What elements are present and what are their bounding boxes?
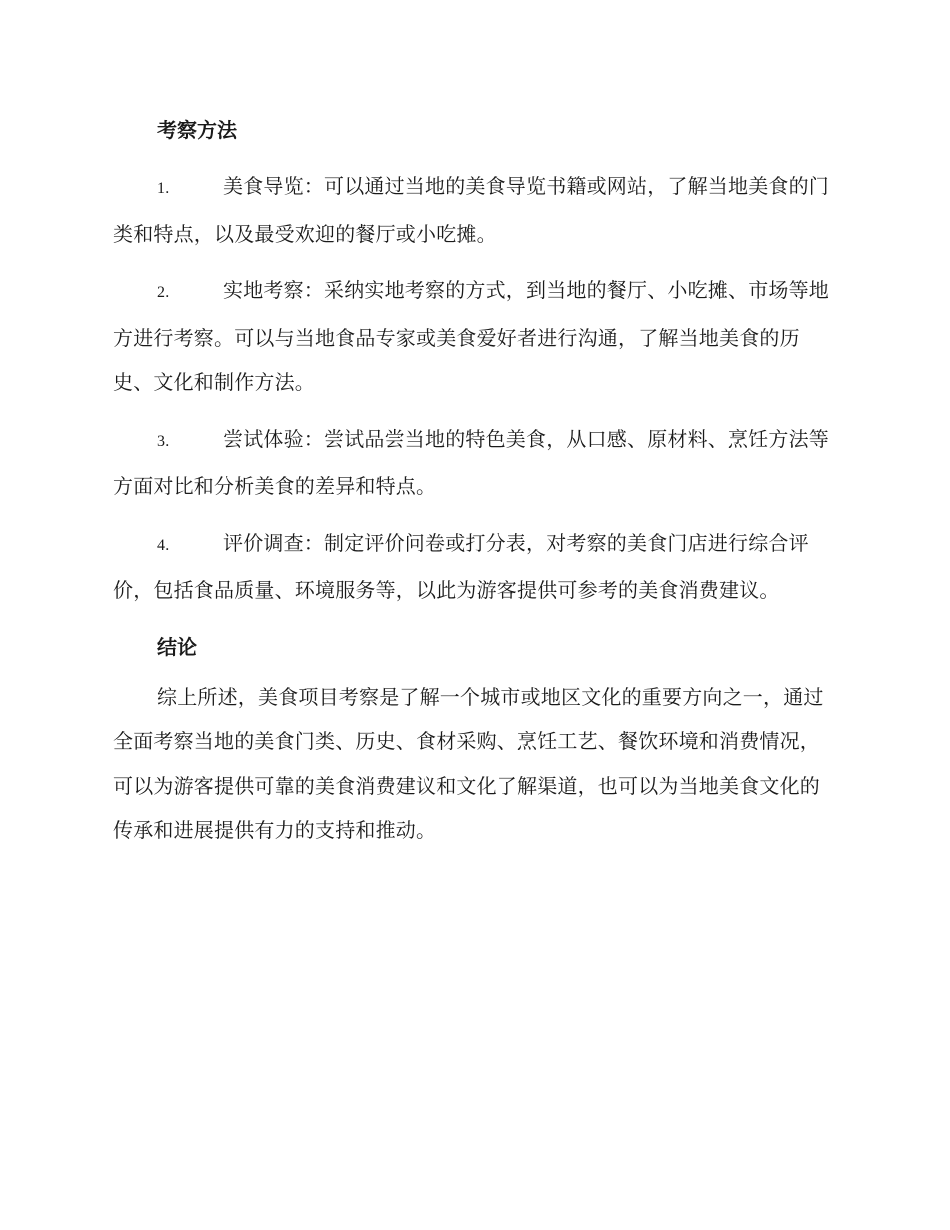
document-page	[113, 108, 835, 865]
list-item	[113, 521, 835, 613]
section-heading-methods: 考察方法	[157, 118, 237, 142]
list-item-number: 2.	[157, 284, 170, 301]
list-item-number: 1.	[157, 180, 170, 197]
list-item	[113, 268, 835, 405]
list-item-number: 4.	[157, 536, 170, 554]
list-item	[113, 417, 835, 509]
list-item-text: 美食导览：可以通过当地的美食导览书籍或网站，了解当地美食的门类和特点，以及最受欢迎的餐厅或小吃摊。	[113, 174, 829, 246]
list-item-number: 3.	[157, 432, 170, 450]
list-item	[113, 164, 835, 256]
section-heading-conclusion: 结论	[157, 634, 197, 659]
list-item-text: 评价调查：制定评价问卷或打分表，对考察的美食门店进行综合评价，包括食品质量、环境服务等，以此为游客提供可参考的美食消费建议。	[113, 530, 809, 602]
list-item-text: 尝试体验：尝试品尝当地的特色美食，从口感、原材料、烹饪方法等方面对比和分析美食的差异和特点。	[113, 426, 829, 498]
list-item-text: 实地考察：采纳实地考察的方式，到当地的餐厅、小吃摊、市场等地方进行考察。可以与当地食品专家或美食爱好者进行沟通，了解当地美食的历史、文化和制作方法。	[113, 278, 829, 394]
methods-list	[113, 164, 835, 613]
conclusion-paragraph: 综上所述，美食项目考察是了解一个城市或地区文化的重要方向之一，通过全面考察当地的美食门类、历史、食材采购、烹饪工艺、餐饮环境和消费情况，可以为游客提供可靠的美食消费建议和文化了解渠道，也可以为当地美食文化的传承和进展提供有力的支持和推动。	[113, 684, 824, 842]
